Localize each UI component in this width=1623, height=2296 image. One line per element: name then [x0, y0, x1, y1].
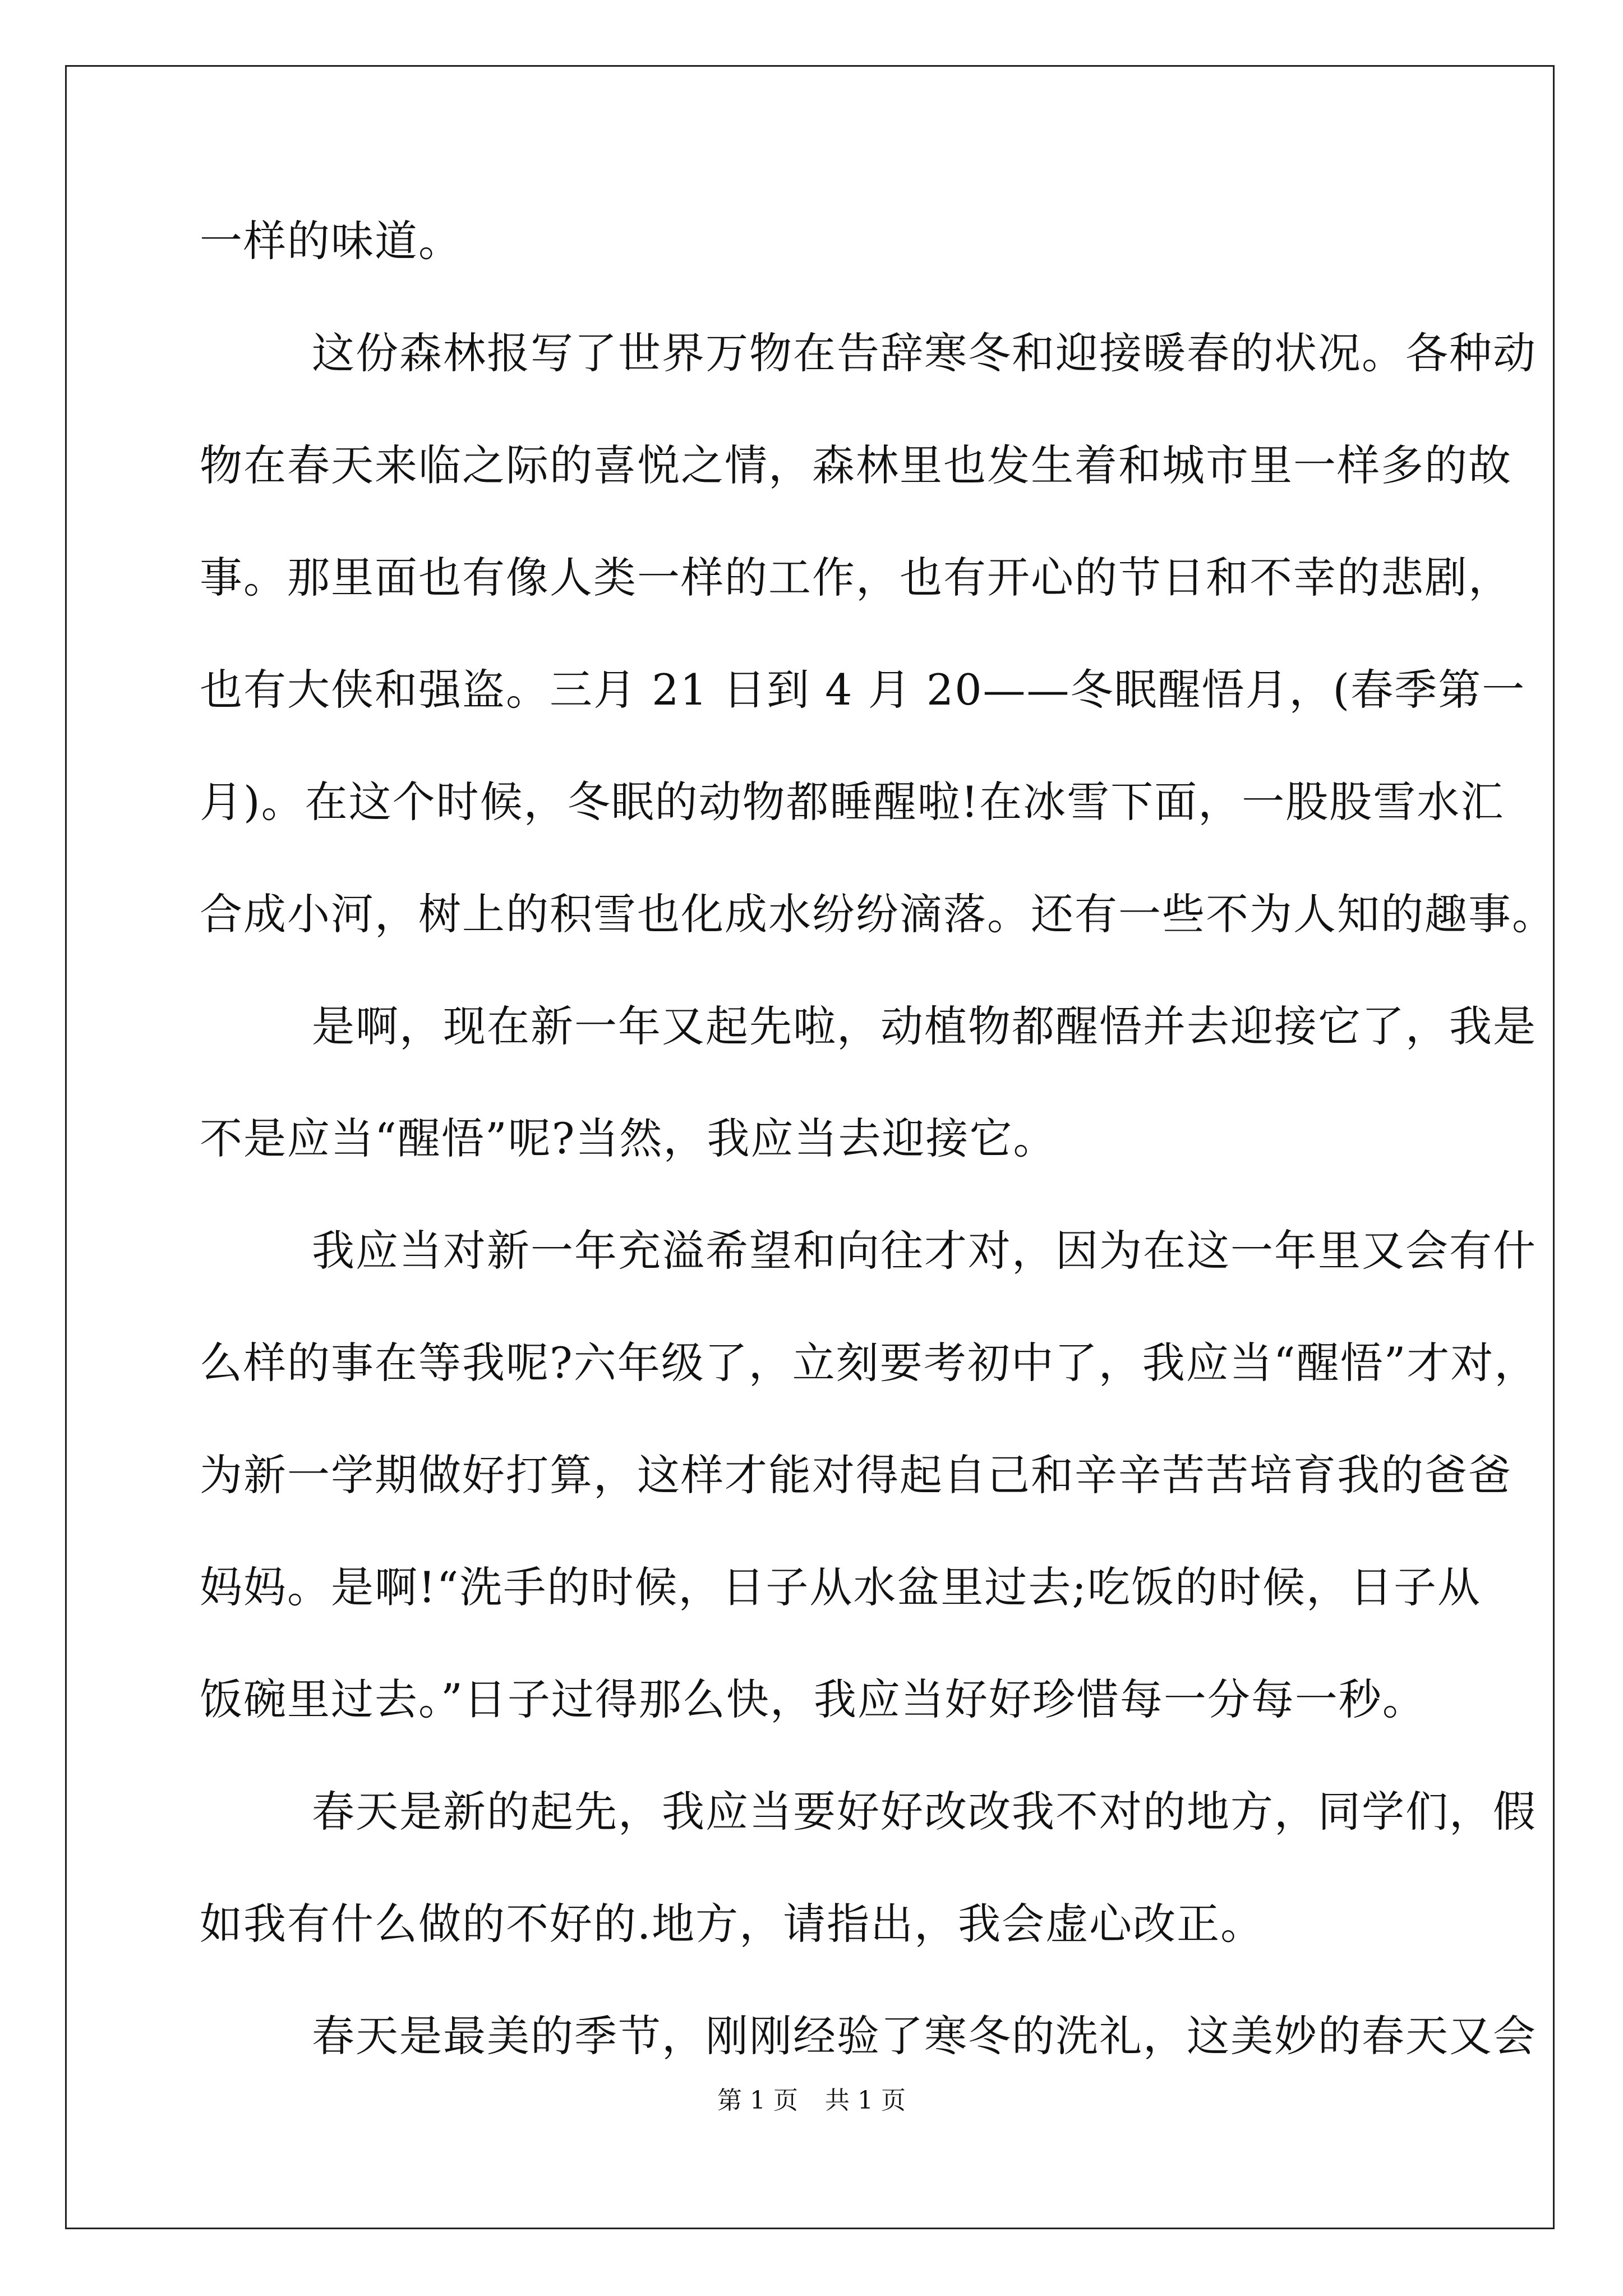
text-line: 么样的事在等我呢?六年级了，立刻要考初中了，我应当“醒悟”才对， [200, 1338, 1538, 1388]
document-body [200, 185, 1556, 2092]
text-line: 也有大侠和强盗。三月 21 日到 4 月 20——冬眠醒悟月，(春季第一 [200, 665, 1526, 715]
page-footer [0, 2084, 1623, 2118]
text-line: 一样的味道。 [200, 216, 462, 266]
text-line: 如我有什么做的不好的.地方，请指出，我会虚心改正。 [200, 1899, 1265, 1949]
text-line: 合成小河，树上的积雪也化成水纷纷滴落。还有一些不为人知的趣事。 [200, 889, 1556, 939]
page-number-total: 共 1 页 [825, 2086, 906, 2115]
page-number-current: 第 1 页 [717, 2086, 798, 2115]
text-line: 物在春天来临之际的喜悦之情，森林里也发生着和城市里一样多的故 [200, 440, 1512, 490]
text-line: 不是应当“醒悟”呢?当然，我应当去迎接它。 [200, 1114, 1057, 1163]
text-line: 这份森林报写了世界万物在告辞寒冬和迎接暖春的状况。各种动 [312, 328, 1537, 378]
text-line: 妈妈。是啊!“洗手的时候，日子从水盆里过去;吃饭的时候，日子从 [200, 1562, 1481, 1612]
text-line: 是啊，现在新一年又起先啦，动植物都醒悟并去迎接它了，我是 [312, 1001, 1537, 1051]
text-line: 事。那里面也有像人类一样的工作，也有开心的节日和不幸的悲剧， [200, 553, 1512, 602]
text-line: 春天是新的起先，我应当要好好改改我不对的地方，同学们，假 [312, 1787, 1537, 1837]
text-line: 我应当对新一年充溢希望和向往才对，因为在这一年里又会有什 [312, 1226, 1537, 1276]
text-line: 为新一学期做好打算，这样才能对得起自己和辛辛苦苦培育我的爸爸 [200, 1450, 1512, 1500]
text-line: 饭碗里过去。”日子过得那么快，我应当好好珍惜每一分每一秒。 [200, 1674, 1426, 1724]
text-line: 月)。在这个时候，冬眠的动物都睡醒啦!在冰雪下面，一股股雪水汇 [200, 777, 1505, 827]
text-line: 春天是最美的季节，刚刚经验了寒冬的洗礼，这美妙的春天又会 [312, 2011, 1537, 2061]
